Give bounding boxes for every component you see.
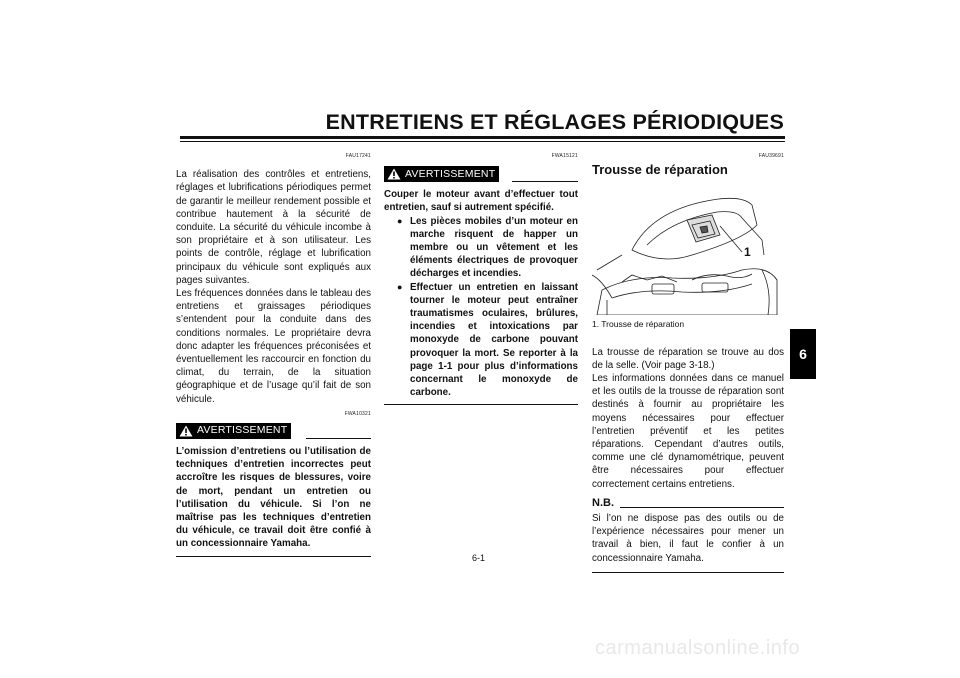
location-paragraph: La trousse de réparation se trouve au dos de la selle. (Voir page 3-18.): [592, 346, 784, 371]
warning-end-rule: [384, 404, 578, 405]
list-item: ● Effectuer un entretien en laissant tourner le moteur peut entraîner traumatismes oculaires, brûlures, incendies et intoxications par monoxyde de carbone pouvant provoquer la mort. Se reporter à la page 1-1 pour plus d’informations concernant le monoxyde de carbone.: [397, 281, 578, 400]
title-rule-thin: [180, 141, 785, 142]
warning-header: [176, 423, 371, 441]
reference-code: FAU39691: [758, 153, 784, 159]
watermark: carmanualsonline.info: [595, 637, 801, 659]
note-text: Si l’on ne dispose pas des outils ou de l’expérience nécessaires pour mener un travail à bien, il faut le confier à un concessionnaire Yamaha.: [592, 513, 784, 564]
figure-caption: 1. Trousse de réparation: [592, 319, 685, 330]
reference-code: FAU17241: [345, 153, 371, 159]
column-2: [384, 150, 578, 405]
page-number: 6-1: [472, 553, 486, 563]
warning-header: [384, 166, 578, 184]
note-rule: [620, 507, 784, 508]
warning-badge: [384, 166, 499, 182]
warning-code: FWA15121: [551, 153, 578, 159]
intro-paragraph: La réalisation des contrôles et entretiens, réglages et lubrifications périodiques permet de garantir le meilleur rendement possible et contribue hautement à la sécurité de conduite. La sécurité du véhicule incombe à son propriétaire et à son utilisateur. Les points de contrôle, réglage et lubrification principaux du véhicule sont expliqués aux pages suivantes.: [176, 169, 371, 286]
list-item: ● Les pièces mobiles d’un moteur en marche risquent de happer un membre ou un vêtement et les éléments électriques de provoquer décharges et incendies.: [397, 215, 578, 281]
warning-label: AVERTISSEMENT: [197, 424, 288, 437]
note-end-rule: [592, 572, 784, 573]
note-label: N.B.: [592, 496, 614, 509]
warning-text: L’omission d’entretiens ou l’utilisation de techniques d’entretien incorrectes peut accroître les risques de blessures, voire de mort, pendant un entretien ou l’utilisation du véhicule. Si l’on ne maîtrise pas les techniques d’entretien du véhicule, ce travail doit être confié à un concessionnaire Yamaha.: [176, 446, 371, 550]
note-header: [592, 497, 784, 510]
warning-bullets: [384, 215, 578, 400]
information-paragraph: Les informations données dans ce manuel et les outils de la trousse de réparation sont destinés à fournir au propriétaire les moyens nécessaires pour effectuer l’entretien préventif et les petites réparations. Cependant d’autres outils, comme une clé dynamométrique, peuvent être nécessaires pour effectuer correctement certains entretiens.: [592, 373, 784, 490]
warning-label: AVERTISSEMENT: [405, 167, 496, 180]
warning-triangle-icon: [179, 425, 193, 437]
frequency-paragraph: Les fréquences données dans le tableau des entretiens et graissages périodiques s’entendent pour la conduite dans des conditions normales. Le propriétaire devra donc adapter les fréquences préconisées et éventuellement les raccourcir en fonction du climat, du terrain, de la situation géographique et de l’usage qu’il fait de son véhicule.: [176, 288, 371, 405]
page-title: ENTRETIENS ET RÉGLAGES PÉRIODIQUES: [325, 110, 784, 134]
title-rule-thick: [180, 136, 785, 139]
chapter-tab: 6: [790, 329, 816, 379]
column-1: [176, 150, 371, 557]
column-3: [592, 150, 784, 573]
warning-end-rule: [176, 556, 371, 557]
section-heading: Trousse de réparation: [592, 162, 728, 178]
warning-code: FWA10321: [344, 410, 371, 417]
warning-rule: [512, 181, 578, 182]
warning-triangle-icon: [387, 168, 401, 180]
warning-badge: [176, 423, 291, 439]
figure-callout: 1: [744, 245, 751, 260]
warning-intro: Couper le moteur avant d’effectuer tout entretien, sauf si autrement spécifié.: [384, 189, 578, 214]
seat-toolkit-illustration: [592, 180, 782, 315]
warning-rule: [306, 438, 371, 439]
